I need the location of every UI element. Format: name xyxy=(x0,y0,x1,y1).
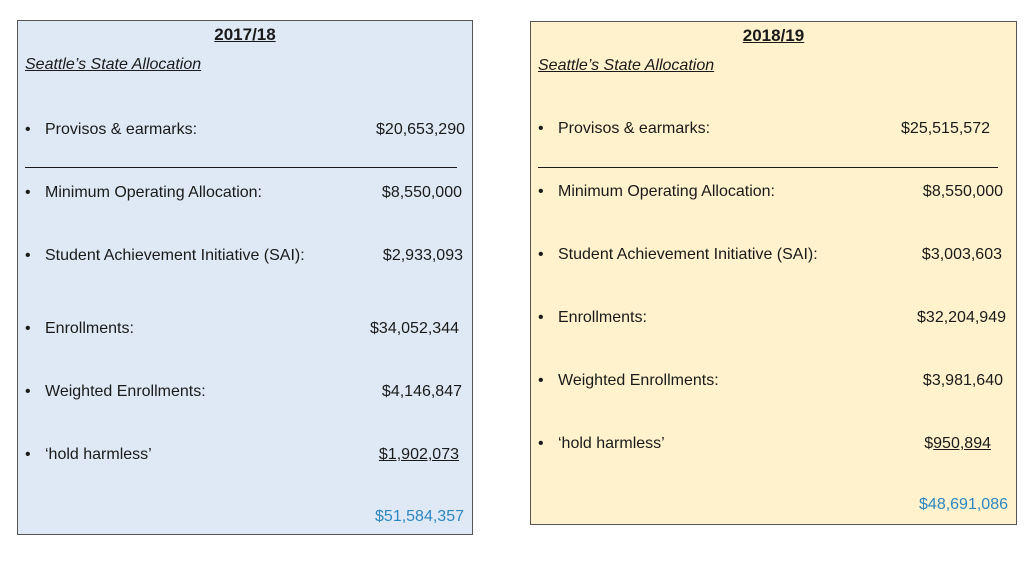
list-item-hold-harmless xyxy=(538,433,991,455)
total-amount: $48,691,086 xyxy=(919,496,1008,513)
bullet-icon: • xyxy=(538,435,544,452)
item-label: Enrollments: xyxy=(45,320,134,337)
item-label: Student Achievement Initiative (SAI): xyxy=(45,247,305,264)
item-label: Weighted Enrollments: xyxy=(558,372,719,389)
amount-prefix: $ xyxy=(924,435,934,452)
list-item-minimum-operating xyxy=(538,181,1003,203)
panel-year-heading: 2018/19 xyxy=(742,26,805,45)
item-label: Weighted Enrollments: xyxy=(45,383,206,400)
bullet-icon: • xyxy=(25,320,31,337)
list-item-provisos xyxy=(25,119,465,141)
list-item-enrollments xyxy=(25,318,459,340)
item-amount: $20,653,290 xyxy=(376,121,465,138)
item-amount: $32,204,949 xyxy=(917,309,1006,326)
item-amount: $3,003,603 xyxy=(921,246,1002,263)
bullet-icon: • xyxy=(538,183,544,200)
allocation-panel-2017-18 xyxy=(17,20,473,535)
panel-year-heading: 2017/18 xyxy=(214,25,276,44)
bullet-icon: • xyxy=(25,383,31,400)
item-amount: $3,981,640 xyxy=(922,372,1003,389)
item-label: Provisos & earmarks: xyxy=(558,120,711,137)
bullet-icon: • xyxy=(25,184,31,201)
list-item-provisos xyxy=(538,118,990,140)
total-amount: $51,584,357 xyxy=(375,508,464,525)
list-item-enrollments xyxy=(538,307,1006,329)
list-item-hold-harmless xyxy=(25,444,459,466)
bullet-icon: • xyxy=(538,246,544,263)
amount-value: 950,894 xyxy=(933,435,991,452)
item-amount: $34,052,344 xyxy=(370,320,459,337)
divider xyxy=(25,167,457,168)
list-item-weighted-enrollments xyxy=(538,370,1003,392)
item-label: Provisos & earmarks: xyxy=(45,121,198,138)
bullet-icon: • xyxy=(538,372,544,389)
item-amount: $4,146,847 xyxy=(381,383,462,400)
list-item-minimum-operating xyxy=(25,182,462,204)
divider xyxy=(538,167,998,168)
panel-subtitle: Seattle’s State Allocation xyxy=(538,57,715,74)
item-label: Student Achievement Initiative (SAI): xyxy=(558,246,818,263)
list-item-weighted-enrollments xyxy=(25,381,462,403)
item-amount: $8,550,000 xyxy=(381,184,462,201)
bullet-icon: • xyxy=(538,309,544,326)
item-amount: $8,550,000 xyxy=(922,183,1003,200)
item-label: ‘hold harmless’ xyxy=(558,435,665,452)
item-label: ‘hold harmless’ xyxy=(45,446,152,463)
item-amount: $25,515,572 xyxy=(901,120,990,137)
panel-subtitle: Seattle’s State Allocation xyxy=(25,56,202,73)
list-item-sai xyxy=(25,245,463,267)
item-label: Enrollments: xyxy=(558,309,647,326)
bullet-icon: • xyxy=(25,247,31,264)
allocation-panel-2018-19 xyxy=(530,21,1017,525)
bullet-icon: • xyxy=(538,120,544,137)
item-label: Minimum Operating Allocation: xyxy=(558,183,775,200)
item-amount: $2,933,093 xyxy=(382,247,463,264)
item-amount xyxy=(924,433,991,455)
bullet-icon: • xyxy=(25,121,31,138)
item-label: Minimum Operating Allocation: xyxy=(45,184,262,201)
list-item-sai xyxy=(538,244,1002,266)
bullet-icon: • xyxy=(25,446,31,463)
item-amount: $1,902,073 xyxy=(378,446,459,463)
